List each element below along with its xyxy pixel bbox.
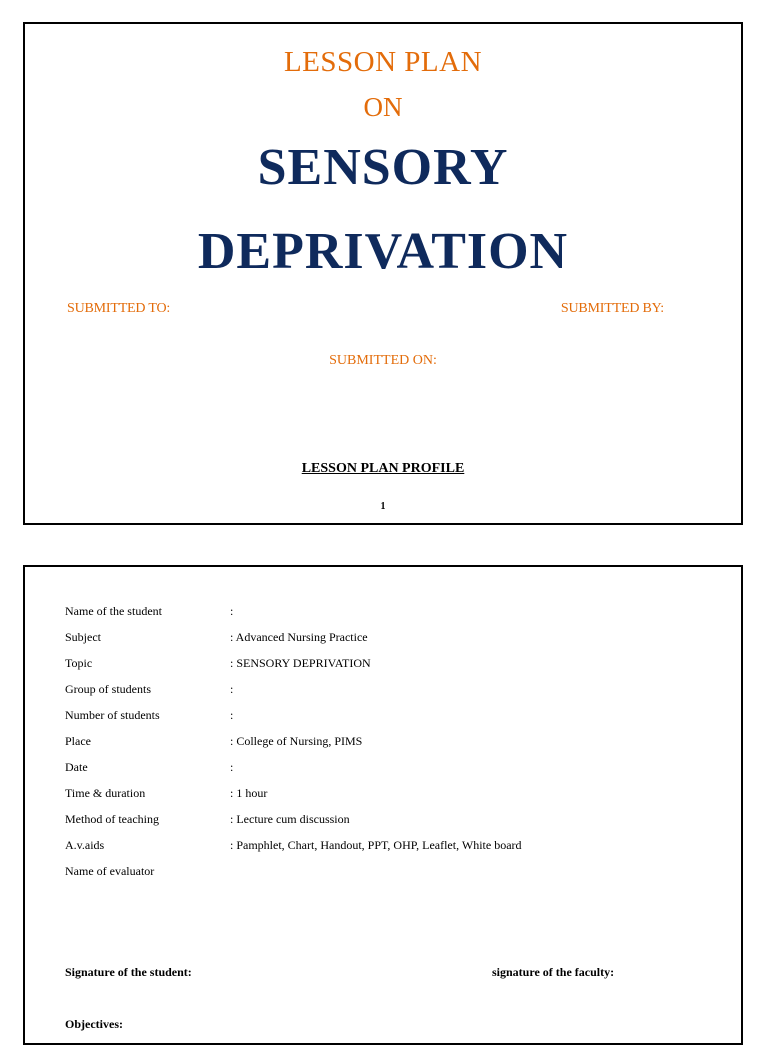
profile-row [65,838,725,854]
profile-row [65,760,725,776]
profile-row-value: : [230,682,234,696]
objectives-heading: Objectives: [65,1017,123,1031]
profile-row [65,812,725,828]
signature-student-label: Signature of the student: [65,965,192,979]
profile-row-value: : College of Nursing, PIMS [230,734,363,748]
profile-row [65,682,725,698]
topic-title-line1: SENSORY [257,139,509,196]
cover-page [23,22,743,525]
profile-row-label: A.v.aids [65,838,105,852]
lesson-plan-on: ON [363,92,403,122]
profile-row [65,604,725,620]
lesson-plan-title: LESSON PLAN [283,46,483,78]
topic-title-line2: DEPRIVATION [197,223,569,280]
profile-row [65,864,725,880]
page-number: 1 [380,501,386,512]
submitted-by-label: SUBMITTED BY: [560,301,664,316]
profile-row-label: Method of teaching [65,812,159,826]
profile-row-label: Topic [65,656,93,670]
profile-row [65,786,725,802]
profile-row-label: Group of students [65,682,151,696]
lesson-plan-profile-heading: LESSON PLAN PROFILE [301,461,465,476]
signature-faculty-label: signature of the faculty: [492,965,615,979]
profile-row-value: : [230,604,234,618]
profile-row-value: : Pamphlet, Chart, Handout, PPT, OHP, Leaflet, White board [230,838,522,852]
profile-row [65,656,725,672]
profile-row-label: Subject [65,630,101,644]
profile-row-value: : 1 hour [230,786,268,800]
profile-row-value: : [230,760,234,774]
profile-row-value: : SENSORY DEPRIVATION [230,656,371,670]
profile-row [65,734,725,750]
profile-row [65,630,725,646]
profile-row-value: : [230,708,234,722]
profile-row-label: Name of evaluator [65,864,155,878]
profile-row-label: Name of the student [65,604,162,618]
profile-row-value: : Advanced Nursing Practice [230,630,368,644]
profile-row [65,708,725,724]
profile-row-label: Number of students [65,708,160,722]
profile-row-label: Place [65,734,91,748]
profile-row-label: Time & duration [65,786,146,800]
profile-page [23,565,743,1045]
profile-row-value: : Lecture cum discussion [230,812,350,826]
submitted-to-label: SUBMITTED TO: [67,301,171,316]
submitted-on-label: SUBMITTED ON: [329,353,437,368]
profile-row-label: Date [65,760,88,774]
